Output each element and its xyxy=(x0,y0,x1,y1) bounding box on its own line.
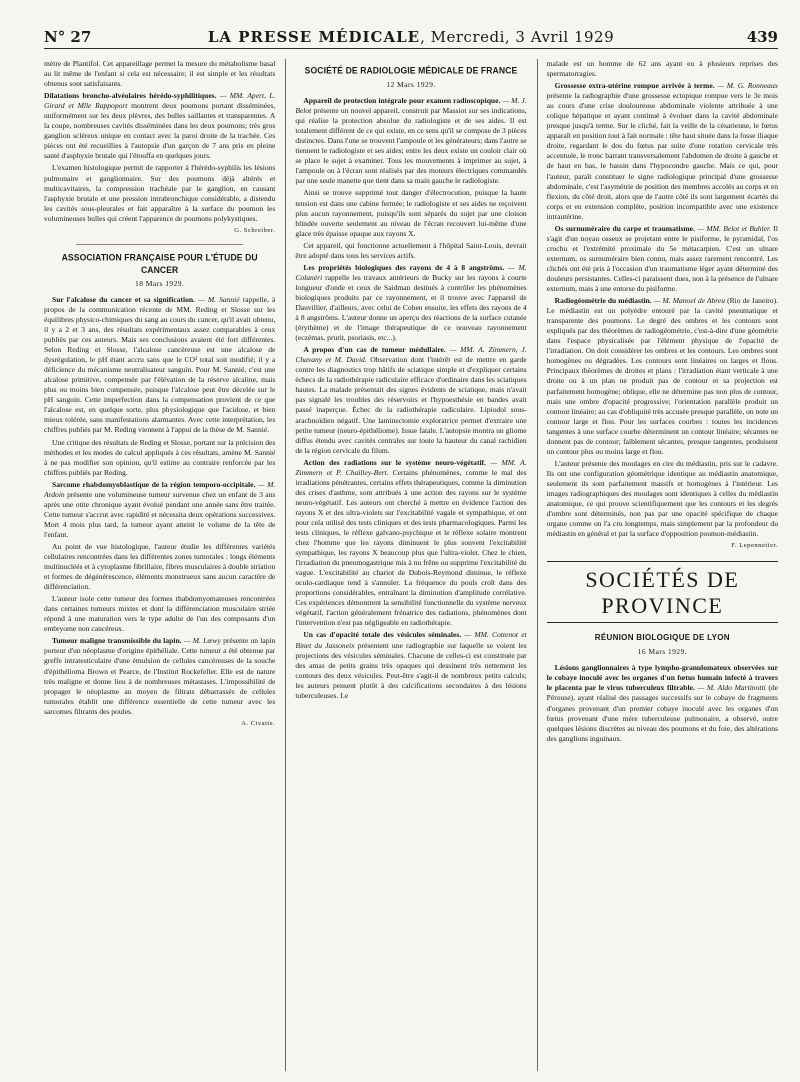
article-title: Dilatations broncho-alvéolaires hérédo-syphilitiques. xyxy=(44,91,217,101)
journal-name: LA PRESSE MÉDICALE xyxy=(207,28,421,46)
article-broncho xyxy=(44,91,275,161)
article-authors: — M. Colanéri xyxy=(295,262,527,282)
society-heading: ASSOCIATION FRANÇAISE POUR L'ÉTUDE DU CANCER xyxy=(61,251,258,275)
article-authors: — MM. Apert, L. Girard et Mlle Rappoport xyxy=(44,91,276,111)
article-protection xyxy=(295,96,526,186)
article-title: Un cas d'opacité totale des vésicules séminales. xyxy=(303,630,462,640)
article-neurovegetatif xyxy=(295,458,526,629)
article-authors: — M. Lœwy xyxy=(183,636,221,646)
section-title: SOCIÉTÉS DE PROVINCE xyxy=(547,561,778,623)
divider xyxy=(76,244,243,245)
article-grossesse xyxy=(547,81,778,222)
article-text: Il s'agit d'un noyau osseux se projetant entre le pisiforme, le pyramidal, l'os crochu et l'extrémité proximale du 5e métacarpien. C'est un ulnare externum, os surnuméraire bien connu, mais assez rarement rencontré. Les clichés ont été pris à l'occasion d'un traumatisme léger ayant déterminé des douleurs persistantes. Celles-ci paraissent dues, non à la présence de l'ulnare externum, mais à une entorse du pisiforme. xyxy=(546,223,778,294)
session-date: 12 Mars 1929. xyxy=(386,80,436,89)
article-authors: — M. Aldo Martinotti xyxy=(697,683,766,693)
issue-number: N° 27 xyxy=(44,28,92,46)
article-paragraph: L'examen histologique permit de rapporter à l'hérédo-syphilis les lésions pulmonaire et ganglionnaire. Sur des poumons déjà altérés et multicavitaires, la compression trachéale par le ganglion, en causant l'asphyxie brutale et une pression intrabronchique considérable, a distendu les cavités sous-pleurales et fait apparaître à la surface du poumon les volumineuses bulles qui créent l'apparence de poumons polykystiques. xyxy=(44,163,276,223)
article-text: Certains phénomènes, comme le mal des irradiations pénétrantes, certains effets thérapeutiques, comme la diminution des crises d'asthme, sont attribués à une action des rayons sur le système neuro-végétatif. Les auteurs ont cherché à mettre en évidence l'action des rayons X et des ultra-violets sur l'excitabilité vagale et sympathique, et ont pour cela utilisé des tests cliniques et des tests pharmacologiques. Parmi les tests cliniques, le réflexe galvano-psychique et le réflexe solaire montrent chez l'homme que les rayons diminuent le plus souvent l'excitabilité sympathique, les rayons X beaucoup plus que l'ultra-violet. Chez le chien, l'irradiation du pneumogastrique mis à nu frêne ou supprime l'excitabilité du vague. L'excitabilité au chariot de Dubois-Reymond diminue, le réflexe oculo-cardiaque tend à s'annuler. La fréquence du pouls croît dans des proportions considérables, entraînant la diminution d'amplitude corrélative. Ces expériences démontrent la sensibilité fonctionnelle du système nerveux végétatif, l'action généralement frénatrice des radiations, phénomènes dont l'intervention n'est pas négligeable en radiothérapie. xyxy=(295,467,527,628)
article-authors: — M. Manoel de Abreu xyxy=(653,296,726,306)
article-text: rappelle les travaux antérieurs de Bucky sur les rayons à courte longueur d'onde et ceux de Saidman destinés à contrôler les phénomènes biologiques produits par ce rayonnement, et il trouve avec l'appareil de Dauvillier, d'ailleurs, avec celui de Cohen ensuite, les effets des rayons de 4 à 8 angströms. L'auteur donne un aperçu des réactions de la surface cutanée (érythème) et de l'image thérapeutique de ce nouveau rayonnement (eczémas, prurit, psoriasis, etc...). xyxy=(295,272,527,343)
article-paragraph: Une critique des résultats de Reding et Slosse, portant sur la précision des méthodes et les modes de calcul appliqués à ces résultats, amène M. Sannié à ne pas modifier son opinion, qu'il estime au contraire renforcée par les chiffres publiés par Reding. xyxy=(44,437,276,477)
article-alcalose xyxy=(44,295,275,436)
article-title: Action des radiations sur le système neuro-végétatif. xyxy=(303,457,486,467)
article-authors: — MM. A. Zimmern et P. Chailley-Bert. xyxy=(295,457,527,477)
article-text: présente un lapin porteur d'un néoplasme d'origine épithéliale. Cette tumeur a été obtenue par greffe intratesticulaire d'une émulsion de cellules cancéreuses de la souche d'épithélioma Brown et Pearce, de l'Institut Rockefeller. Elle est de nature très maligne et donne lieu à de nombreuses métastases. L'impossibilité de propager le néoplasme au moyen de filtrats débarrassés de cellules tumorales établit une différence essentielle de cette tumeur avec les sarcomes filtrants des poules. xyxy=(44,636,276,716)
article-text: Observation dont l'intérêt est de mettre en garde contre les diagnostics trop hâtifs de sciatique simple et d'expliquer certains échecs de la radiothérapie radiculaire efficace d'ordinaire dans les sciatiques hautes. La malade présentait des signes évidents de sciatique, mais n'avait pas signalé les troubles des réservoirs et l'hypoesthésie en bandes avait passé inaperçue. Échec de la radiothérapie radiculaire. Lipiodol sous-arachnoïdien négatif. Une laminectomie exploratrice permet d'extraire une petite tumeur (neuro-épithéliome). Issue fatale. L'autopsie montra un gliome diffus étendu avec cavités centrales sur toute la hauteur du canal rachidien de la région cervicale du filum. xyxy=(295,355,527,455)
continuation-paragraph: mètre de Plantifol. Cet appareillage permet la mesure du métabolisme basal au lit même de l'enfant si cela est nécessaire; il est simple et les résultats obtenus sont satisfaisants. xyxy=(44,59,276,89)
article-authors: — MM. Belot et Buhler. xyxy=(697,223,771,233)
article-text: montrent deux poumons portant disséminées, uniformément sur les deux plèvres, des bulles saillantes et transparentes. A la coupe, nombreuses cavités disséminées dans les deux poumons; très gros ganglion scléreux unique en contact avec la paroi droite de la trachée. Ces pièces ont été recueillies à l'autopsie d'un garçon de 7 ans pris en pleine santé d'asphyxie brutale qui l'étouffa en quelques jours. xyxy=(44,101,276,161)
article-authors: — M. J. Belot xyxy=(295,96,527,116)
issue-date: , Mercredi, 3 Avril 1929 xyxy=(420,28,615,46)
article-title: Lésions ganglionnaires à type lympho-granulomateux observées sur le cobaye inoculé avec les organes d'un fœtus humain infecté à travers le placenta par le virus tuberculeux filtrable. xyxy=(546,663,778,693)
article-vesicules xyxy=(295,630,526,700)
columns xyxy=(44,59,778,1071)
article-authors: — M. Sannié xyxy=(198,294,240,304)
continuation-paragraph: malade est un homme de 62 ans ayant eu à plusieurs reprises des spermatorragies. xyxy=(546,59,778,79)
article-title: Os surnuméraire du carpe et traumatisme. xyxy=(554,223,695,233)
society-heading: RÉUNION BIOLOGIQUE DE LYON xyxy=(594,633,730,643)
column-right xyxy=(537,59,778,1071)
article-title: Grossesse extra-utérine rompue arrivée à terme. xyxy=(554,81,715,91)
column-middle xyxy=(285,59,526,1071)
article-title: Tumeur maligne transmissible du lapin. xyxy=(52,636,182,646)
column-left xyxy=(44,59,275,1071)
signature: A. Civatte. xyxy=(241,719,276,727)
article-title: Appareil de protection intégrale pour examen radioscopique. xyxy=(303,96,501,106)
article-mediastin xyxy=(547,296,778,457)
article-text: (de Pérouse), ayant réalisé des passages successifs sur le cobaye de fragments d'organes provenant d'un premier cobaye inoculé avec les organes d'un fœtus provenant d'une mère tuberculeuse pulmonaire, a observé, outre quelques lésions discrètes au niveau des poumons et du foie, des altérations des ganglions inguinaux. xyxy=(546,683,778,743)
article-medullaire xyxy=(295,345,526,456)
article-title: Sur l'alcalose du cancer et sa signification. xyxy=(52,294,195,304)
session-date: 16 Mars 1929. xyxy=(637,647,687,657)
article-sarcome xyxy=(44,480,275,540)
article-text: présente un nouvel appareil, construit par Massiot sur ses indications, qui réalise la protection absolue du radiologiste et de ses aides. Il est totalement différent de ce qui existe, en ce sens qu'il se compose de 3 pièces distinctes. Dans l'une se trouvent l'ampoule et les générateurs; dans l'autre se tiennent le radiologiste et ses aides; entre les deux existe un couloir clair où se place le sujet à examiner. Tous les mouvements à imprimer au sujet, à l'ampoule ou à l'écran sont réalisés par des moteurs électriques commandés par une seule manette que tient dans sa main gauche le radiologiste. xyxy=(295,106,527,186)
signature: G. Schreiber. xyxy=(234,226,276,234)
article-paragraph: L'auteur présente des moulages en cire du médiastin, pris sur le cadavre. Ils ont une configuration géométrique identique au médiastin anatomique, seulement ils sont parfaitement massifs et homogènes à l'intérieur. Les images radiographiques des moulages sont identiques à celles du médiastin anatomique, ce qui prouve scientifiquement que les contours et les degrés d'ombre sont déterminés, non pas par une opacité spécifique de chaque organe comme on l'a cru longtemps, mais simplement par la profondeur du médiastin en général et par la surface d'opposition poumon-médiastin. xyxy=(546,458,778,539)
article-paragraph: Au point de vue histologique, l'auteur étudie les différentes variétés cellulaires rencontrées dans les différentes zones tumorales : longs éléments multinucléés et à cytoplasme fibrillaire, fibres musculaires à double striation et formes de dégénérescence, éléments monstrueux sans aucun caractère de différenciation. xyxy=(44,541,276,592)
society-heading: SOCIÉTÉ DE RADIOLOGIE MÉDICALE DE FRANCE xyxy=(304,64,518,76)
article-paragraph: Ainsi se trouve supprimé tout danger d'électrocution, puisque la haute tension est dans une cabine fermée; le radiologiste et ses aides ne reçoivent plus aucun rayonnement, puisqu'ils sont séparés du sujet par une cloison blindée ouverte seulement au niveau de l'écran recouvert lui-même d'une glace très épaisse opaque aux rayons X. xyxy=(295,188,527,238)
signature: F. Lepennetier. xyxy=(731,542,778,550)
article-authors: — MM. A. Zimmern, J. Chavany et M. David. xyxy=(295,345,527,365)
article-text: présente une volumineuse tumeur survenue chez un enfant de 3 ans après une otite chronique ayant évolué pendant une année sans être traitée. Cette tumeur s'accrut avec rapidité et nécessita deux opérations successives. Mort 4 mois plus tard, la tumeur ayant atteint le volume de la tête de l'enfant. xyxy=(44,489,276,539)
session-date: 18 Mars 1929. xyxy=(135,278,185,288)
article-paragraph: L'auteur isole cette tumeur des formes rhabdomyomateuses rencontrées dans certaines tumeurs mixtes et dont la différenciation musculaire striée répond à une maturation vers le type adulte de l'un des composants d'un embryome non cancéreux. xyxy=(44,594,276,634)
article-title: Radiogéométrie du médiastin. xyxy=(554,296,652,306)
article-lapin xyxy=(44,636,275,716)
page-header xyxy=(44,26,778,49)
article-text: rappelle, à propos de la communication récente de MM. Reding et Slosse sur les équilibres physico-chimiques du sang au cours du cancer, qu'il avait obtenu, il y a 2 et 3 ans, des résultats expérimentaux assez comparables à ceux publiés par ces auteurs. Mais ses conclusions avaient été fort différentes. Selon Reding et Slosse, l'alcalose cancéreuse est une alcalose de dysrégulation, le pH étant accru sans que le CO² total soit modifié; il y a déficience du mécanisme neutralisateur sanguin. Pour M. Sannié, c'est une alcalose primitive, compensée par l'élévation de la réserve alcaline, mais plus ou moins bien compensée, puisque l'alcalose peut être décelée sur le pH sanguin. Cette imperfection dans la compensation provient de ce que l'alcalose est, en quelque sorte, plus physiologique que l'acidose, et bien mieux tolérée, sans manifestations alarmantes. Avec cette interprétation, les chiffres publiés par M. Reding viennent à l'appui de la thèse de M. Sannié. xyxy=(44,294,276,435)
article-authors: — M. G. Ronneaux xyxy=(717,81,778,91)
article-rayons xyxy=(295,263,526,343)
article-ganglionnaires xyxy=(547,663,778,743)
article-paragraph: Cet appareil, qui fonctionne actuellement à l'hôpital Saint-Louis, devrait être adopté dans tous les services actifs. xyxy=(295,240,527,260)
article-text: présentent une radiographie sur laquelle se voient les projections des vésicules séminales. Chacune de celles-ci est constituée par des amas de petits grains très opaques qui dessinent très nettement les contours des deux vésicules. Peut-être s'agit-il de nombreux petits calculs; les auteurs pensent plutôt à des calcifications secondaires à des lésions tuberculeuses. Le xyxy=(295,640,527,700)
article-authors: — M. Ardoin xyxy=(44,479,276,499)
journal-title xyxy=(44,28,778,46)
article-title: A propos d'un cas de tumeur médullaire. xyxy=(303,345,446,355)
article-title: Les propriétés biologiques des rayons de 4 à 8 angströms. xyxy=(303,262,505,272)
article-text: présente la radiographie d'une grossesse ectopique rompue vers le 3e mois au cours d'une crise douloureuse abdominale violente attribuée à une colique hépatique et ayant continué à évoluer dans la cavité abdominale presque jusqu'à terme. Sur le cliché, fait la veille de la césarienne, le fœtus apparaît en position tout à fait normale : tête haut située dans la fosse iliaque droite, regardant le dos du fœtus par suite d'une rotation cervicale très accentuée, le tronc barrant transversalement l'abdomen de droite à gauche et de haut en bas, le bassin dans l'hypocondre gauche. Mais ce qui, pour l'auteur, paraît constituer le signe radiologique principal d'une grossesse abdominale, c'est l'asymétrie de position des membres accolés au corps et en flexion, du côté droit, alors que de l'autre côté ils sont largement écartés du corps et en extension complète, position incompatible avec une existence intrautérine. xyxy=(546,91,778,221)
article-title: Sarcome rhabdomyoblastique de la région temporo-occipitale. xyxy=(52,479,256,489)
page-number: 439 xyxy=(746,28,778,46)
article-carpe xyxy=(547,224,778,294)
article-authors: — MM. Cottenot et Binet du Jassoneix xyxy=(295,630,527,650)
article-text: (Rio de Janeiro). Le médiastin est un polyèdre entouré par la cavité pneumatique et transparente des poumons. Le degré des ombres et les contours sont expliqués par des théorèmes de radiogéométrie, c'est-à-dire d'une géométrie dans l'espace physicalisée par l'élément physique de l'opacité de l'irradiation. On doit considérer les ombres et les contours. Les ombres sont homogènes ou dégradées. Les contours sont linéaires ou larges et flous. Principaux théorèmes de droites et plans : l'irradiation étant verticale à une droite ou à un plan ne produit pas de contour et sa projection est parfaitement homogène; oblique, elle ne détermine pas non plus de contour, mais une ombre d'opacité progressive; l'orientation parallèle produit un contour linéaire; au cas d'obliquité très accusée presque parallèle, on note un contour large et flou. Pour les surfaces courbes : toutes les incidences tangentes à une surface courbe déterminent un contour linéaire; sécantes ne donnent pas de contour; faiblement sécantes, presque tangentes, produisent un contour plus ou moins large et flou. xyxy=(546,296,778,456)
